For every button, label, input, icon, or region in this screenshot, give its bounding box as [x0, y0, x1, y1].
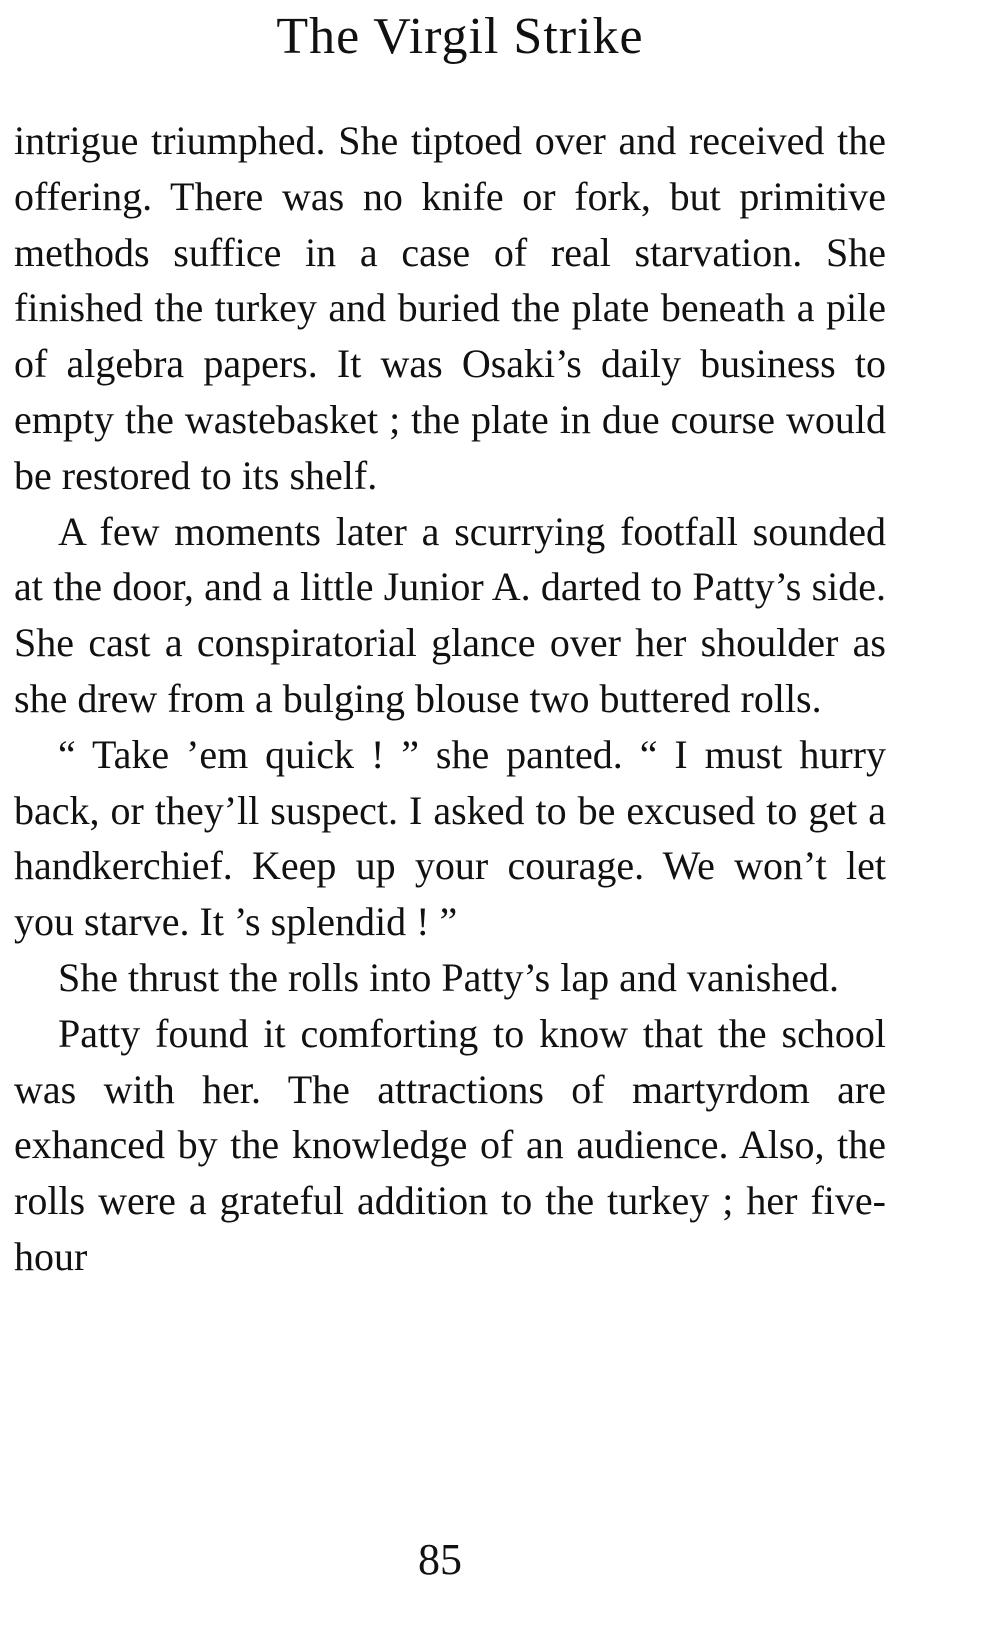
- paragraph: Patty found it comforting to know that the school was with her. The attractions of martyrdom are exhanced by the knowledge of an audience. Also, the rolls were a grateful addition to the turkey ; her five-hour: [14, 1010, 886, 1279]
- paragraph: A few moments later a scurrying footfall sounded at the door, and a little Junior A. darted to Patty’s side. She cast a conspiratorial glance over her shoulder as she drew from a bulging blouse two buttered rolls.: [14, 508, 886, 721]
- paragraph-continued: intrigue triumphed. She tiptoed over and received the offering. There was no knife or fork, but primitive methods suffice in a case of real starvation. She finished the turkey and buried the plate beneath a pile of algebra papers. It was Osaki’s daily business to empty the wastebasket ; the plate in due course would be restored to its shelf.: [14, 118, 886, 498]
- body-text: [14, 113, 886, 1285]
- running-head: The Virgil Strike: [276, 8, 644, 65]
- paragraph: She thrust the rolls into Patty’s lap and vanished.: [58, 954, 840, 1000]
- paragraph: “ Take ’em quick ! ” she panted. “ I must hurry back, or they’ll suspect. I asked to be excused to get a handkerchief. Keep up your courage. We won’t let you starve. It ’s splendid ! ”: [14, 731, 886, 945]
- page-number: 85: [418, 1535, 462, 1584]
